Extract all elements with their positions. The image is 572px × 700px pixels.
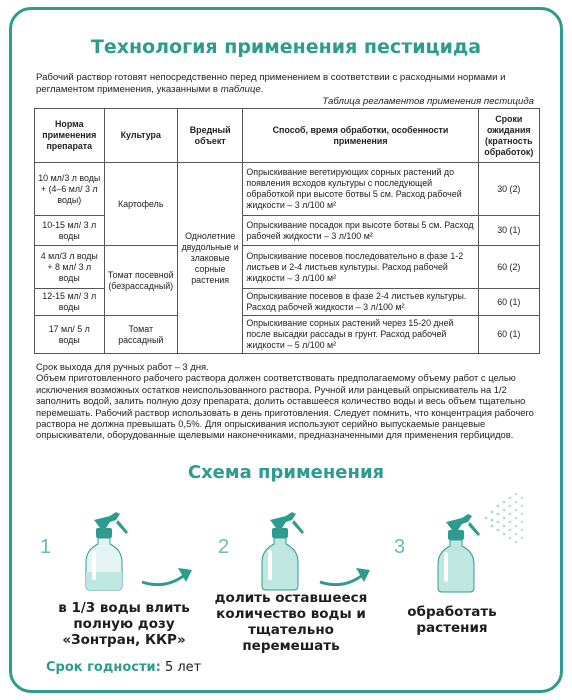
cell-norm: 12-15 мл/ 3 л воды <box>35 289 105 316</box>
shelf-life <box>46 660 201 675</box>
cell-crop-tomato-direct: Томат посевной (безрассадный) <box>104 246 177 316</box>
header-pest: Вредный объект <box>177 109 242 163</box>
cell-crop-tomato-seedling: Томат рассадный <box>104 316 177 354</box>
table-row <box>35 163 540 216</box>
spray-mist <box>485 493 523 543</box>
arrow-right-icon <box>138 556 198 592</box>
header-wait: Сроки ожидания (кратность обработок) <box>478 109 539 163</box>
table-row <box>35 316 540 354</box>
cell-crop-potato: Картофель <box>104 163 177 246</box>
cell-wait: 30 (2) <box>478 163 539 216</box>
cell-norm: 10-15 мл/ 3 л воды <box>35 216 105 246</box>
cell-norm: 17 мл/ 5 л воды <box>35 316 105 354</box>
step-caption-1: в 1/3 воды влить полную дозу «Зонтран, ККР» <box>58 600 190 648</box>
shelf-life-label: Срок годности: <box>46 660 161 675</box>
sprayer-bottle-spraying-icon <box>428 490 538 594</box>
step-caption-2: долить оставшееся количество воды и тщательно перемешать <box>214 590 368 654</box>
intro-text: Рабочий раствор готовят непосредственно перед применением в соответствии с расходными нормами и регламентом применения, указанными в <box>36 72 506 95</box>
intro-end: . <box>260 84 264 95</box>
step-number-2: 2 <box>218 536 230 558</box>
intro-paragraph <box>36 72 541 96</box>
cell-norm: 4 мл/3 л воды + 8 мл/ 3 л воды <box>35 246 105 289</box>
table-row <box>35 246 540 289</box>
cell-pest: Однолетние двудольные и злаковые сорные растения <box>177 163 242 354</box>
cell-wait: 60 (2) <box>478 246 539 289</box>
table-header-row <box>35 109 540 163</box>
regulation-table <box>34 108 540 354</box>
sprayer-bottle-third-filled-icon <box>76 506 138 592</box>
header-crop: Культура <box>104 109 177 163</box>
header-method: Способ, время обработки, особенности применения <box>243 109 478 163</box>
cell-norm: 10 мл/3 л воды + (4–6 мл/ 3 л воды) <box>35 163 105 216</box>
cell-method: Опрыскивание посевов в фазе 2-4 листьев культуры. Расход рабочей жидкости – 3 л/100 м² <box>243 289 478 316</box>
cell-method: Опрыскивание сорных растений через 15-20 дней после высадки рассады в грунт. Расход рабочей жидкости – 5 л/100 м² <box>243 316 478 354</box>
step-number-1: 1 <box>40 536 52 558</box>
notes-line-1: Срок выхода для ручных работ – 3 дня. <box>36 361 209 372</box>
cell-method: Опрыскивание посадок при высоте ботвы 5 см. Расход рабочей жидкости – 3 л/100 м² <box>243 216 478 246</box>
document-title: Технология применения пестицида <box>90 36 482 58</box>
cell-wait: 60 (1) <box>478 316 539 354</box>
cell-method: Опрыскивание посевов последовательно в фазе 1-2 листьев и 2-4 листьев культуры. Расход рабочей жидкости – 3 л/100 м² <box>243 246 478 289</box>
arrow-right-icon <box>316 556 376 592</box>
step-caption-3: обработать растения <box>407 604 497 636</box>
header-norm: Норма применения препарата <box>35 109 105 163</box>
sprayer-bottle-full-icon <box>252 506 314 592</box>
notes-line-2: Объем приготовленного рабочего раствора должен соответствовать предполагаемому объему работ с целью исключения возможных остатков неиспользованного раствора. Ручной или ранцевый опрыскиватель на 1/2 заполнить водой, залить полную дозу препарата, долить оставшееся количество воды и весь объем тщательно перемешать. Рабочий раствор использовать в день приготовления. Следует помнить, что концентрация рабочего раствора не должна превышать 0,5%. Для опрыскивания используют серийно выпускаемые ранцевые опрыскиватели, оборудованные щелевыми наконечниками, предназначенными для применения гербицидов. <box>36 372 534 441</box>
shelf-life-value: 5 лет <box>164 660 202 675</box>
scheme-title: Схема применения <box>187 462 385 483</box>
step-number-3: 3 <box>394 536 406 558</box>
cell-method: Опрыскивание вегетирующих сорных растений до появления всходов культуры с последующей обработкой при высоте ботвы 5 см. Расход рабочей жидкости – 3 л/100 м² <box>243 163 478 216</box>
cell-wait: 60 (1) <box>478 289 539 316</box>
notes-block <box>36 361 541 441</box>
table-caption: Таблица регламентов применения пестицида <box>322 96 534 107</box>
intro-emphasis: таблице <box>220 84 261 95</box>
cell-wait: 30 (1) <box>478 216 539 246</box>
